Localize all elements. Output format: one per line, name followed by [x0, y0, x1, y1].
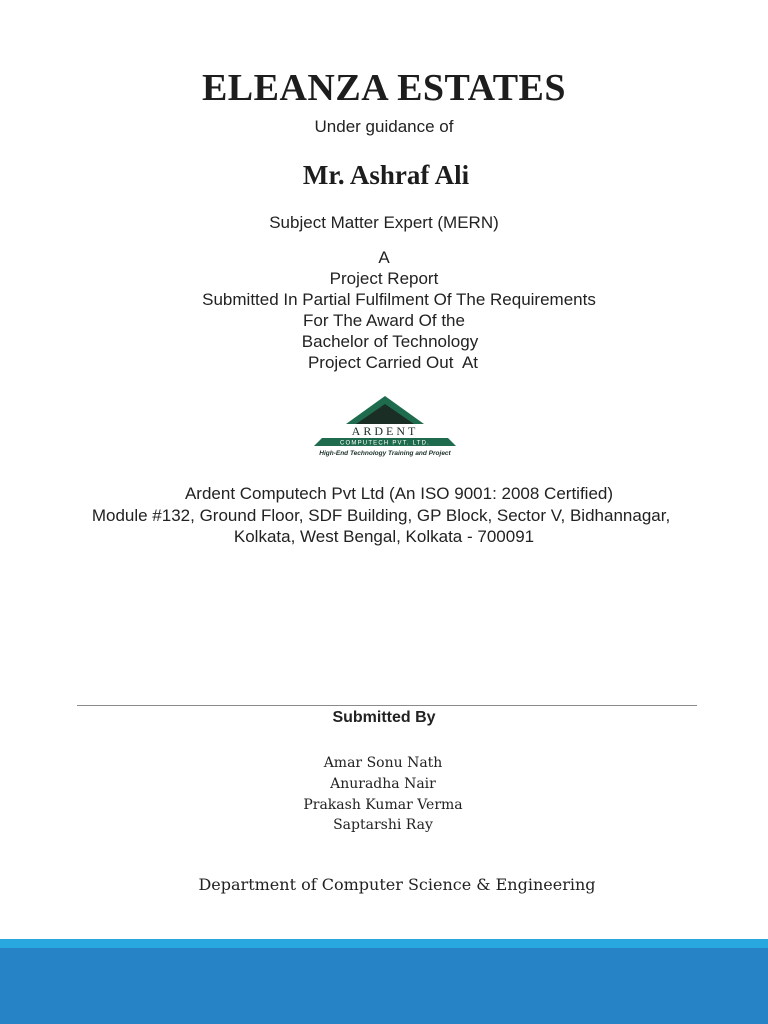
report-line: Submitted In Partial Fulfilment Of The Requirements [202, 290, 596, 309]
student-name: Saptarshi Ray [333, 817, 433, 834]
student-name: Amar Sonu Nath [323, 755, 443, 771]
report-line: Project Report [329, 269, 439, 288]
report-description [0, 247, 768, 373]
logo-subtitle: COMPUTECH PVT. LTD. [339, 440, 431, 447]
project-title: ELEANZA ESTATES [201, 67, 567, 109]
company-details [0, 483, 768, 548]
footer-band [0, 948, 768, 1024]
student-name: Prakash Kumar Verma [303, 796, 463, 813]
company-address-line2: Kolkata, West Bengal, Kolkata - 700091 [233, 527, 535, 546]
student-name: Anuradha Nair [330, 775, 436, 792]
mentor-name: Mr. Ashraf Ali [302, 160, 470, 190]
student-list [0, 753, 766, 836]
report-line: A [378, 248, 390, 267]
company-address-line1: Module #132, Ground Floor, SDF Building, GP Block, Sector V, Bidhannagar, [91, 505, 671, 525]
logo-tagline: High-End Technology Training and Project [319, 450, 451, 457]
footer-accent-stripe [0, 939, 768, 948]
ardent-logo [310, 394, 460, 460]
logo-brand: ARDENT [351, 424, 419, 438]
report-line: Bachelor of Technology [301, 332, 479, 351]
company-name: Ardent Computech Pvt Ltd (An ISO 9001: 2008 Certified) [184, 484, 614, 503]
submitted-by-heading: Submitted By [332, 709, 436, 726]
report-line: For The Award Of the [303, 311, 465, 330]
report-line: Project Carried Out At [307, 353, 479, 372]
mentor-role: Subject Matter Expert (MERN) [269, 213, 499, 232]
section-divider [77, 705, 697, 706]
department-name: Department of Computer Science & Engineering [198, 875, 596, 894]
guidance-label: Under guidance of [314, 117, 454, 136]
